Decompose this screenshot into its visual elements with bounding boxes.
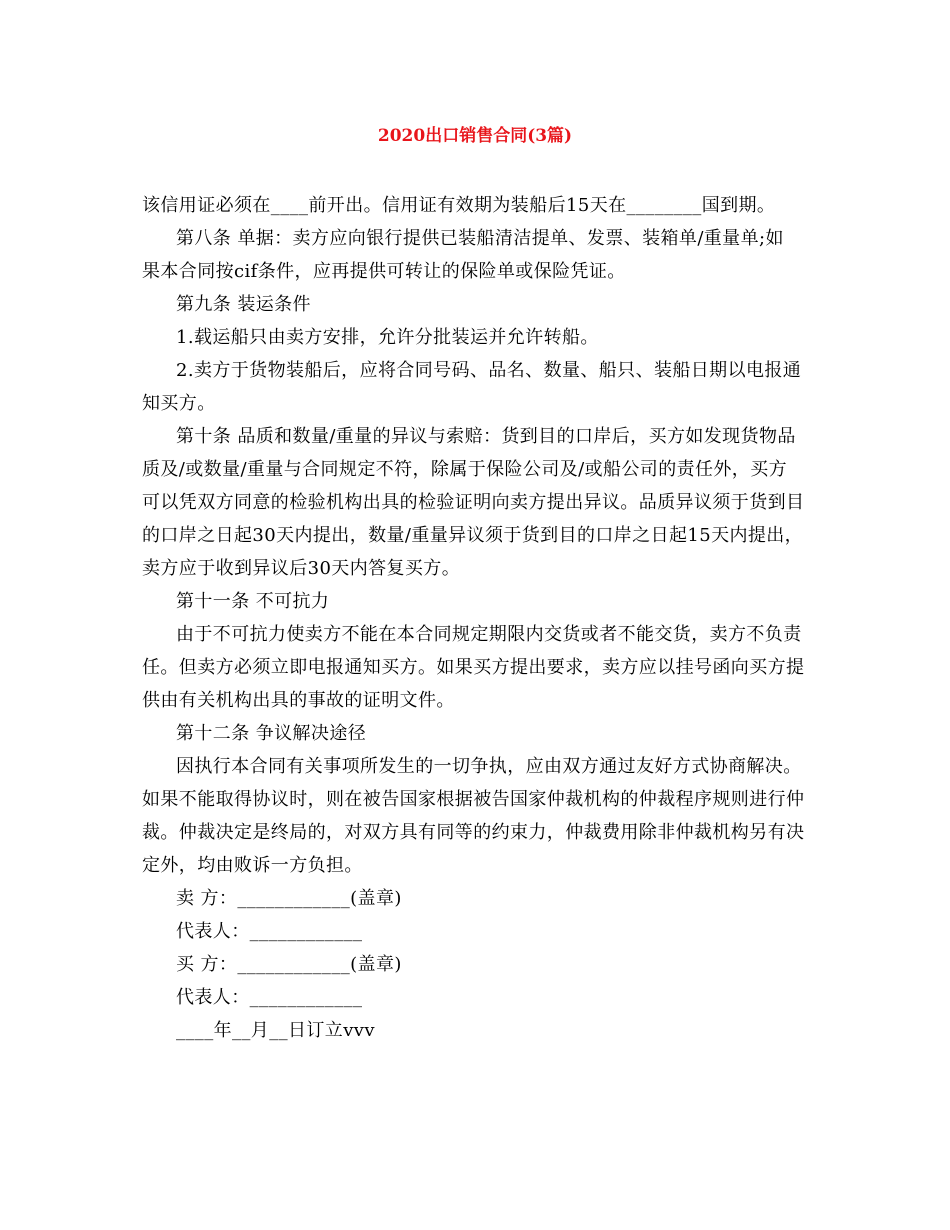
buyer-signature-line: 买 方：____________(盖章) xyxy=(176,954,402,975)
paragraph-line: 卖方应于收到异议后30天内答复买方。 xyxy=(142,558,461,579)
paragraph-line: 供由有关机构出具的事故的证明文件。 xyxy=(142,690,455,711)
seller-representative-line: 代表人：____________ xyxy=(176,921,363,942)
article-8-line: 第八条 单据：卖方应向银行提供已装船清洁提单、发票、装箱单/重量单;如 xyxy=(176,228,784,249)
clause-line: 2.卖方于货物装船后，应将合同号码、品名、数量、船只、装船日期以电报通 xyxy=(176,360,802,381)
article-9-heading: 第九条 装运条件 xyxy=(176,294,311,315)
paragraph-line: 如果不能取得协议时，则在被告国家根据被告国家仲裁机构的仲裁程序规则进行仲 xyxy=(142,789,805,810)
paragraph-line: 任。但卖方必须立即电报通知买方。如果买方提出要求，卖方应以挂号函向买方提 xyxy=(142,657,805,678)
document-body xyxy=(142,189,822,1047)
article-10-line: 第十条 品质和数量/重量的异议与索赔：货到目的口岸后，买方如发现货物品 xyxy=(176,426,796,447)
article-12-heading: 第十二条 争议解决途径 xyxy=(176,723,367,744)
paragraph-line: 的口岸之日起30天内提出，数量/重量异议须于货到目的口岸之日起15天内提出， xyxy=(142,525,804,546)
document-title: 2020出口销售合同(3篇) xyxy=(377,126,573,146)
paragraph-line: 可以凭双方同意的检验机构出具的检验证明向卖方提出异议。品质异议须于货到目 xyxy=(142,492,805,513)
paragraph-line: 裁。仲裁决定是终局的，对双方具有同等的约束力，仲裁费用除非仲裁机构另有决 xyxy=(142,822,805,843)
buyer-representative-line: 代表人：____________ xyxy=(176,987,363,1008)
clause-line: 1.载运船只由卖方安排，允许分批装运并允许转船。 xyxy=(176,327,599,348)
paragraph-line: 因执行本合同有关事项所发生的一切争执，应由双方通过友好方式协商解决。 xyxy=(176,756,802,777)
paragraph-line: 果本合同按cif条件，应再提供可转让的保险单或保险凭证。 xyxy=(142,261,626,282)
article-11-heading: 第十一条 不可抗力 xyxy=(176,591,330,612)
seller-signature-line: 卖 方：____________(盖章) xyxy=(176,888,402,909)
paragraph-line: 知买方。 xyxy=(142,393,216,414)
paragraph-line: 由于不可抗力使卖方不能在本合同规定期限内交货或者不能交货，卖方不负责 xyxy=(176,624,802,645)
paragraph-line: 质及/或数量/重量与合同规定不符，除属于保险公司及/或船公司的责任外，买方 xyxy=(142,459,787,480)
paragraph-line: 该信用证必须在____前开出。信用证有效期为装船后15天在________国到期。 xyxy=(142,195,776,216)
date-line: ____年__月__日订立vvv xyxy=(176,1020,375,1041)
paragraph-line: 定外，均由败诉一方负担。 xyxy=(142,855,363,876)
